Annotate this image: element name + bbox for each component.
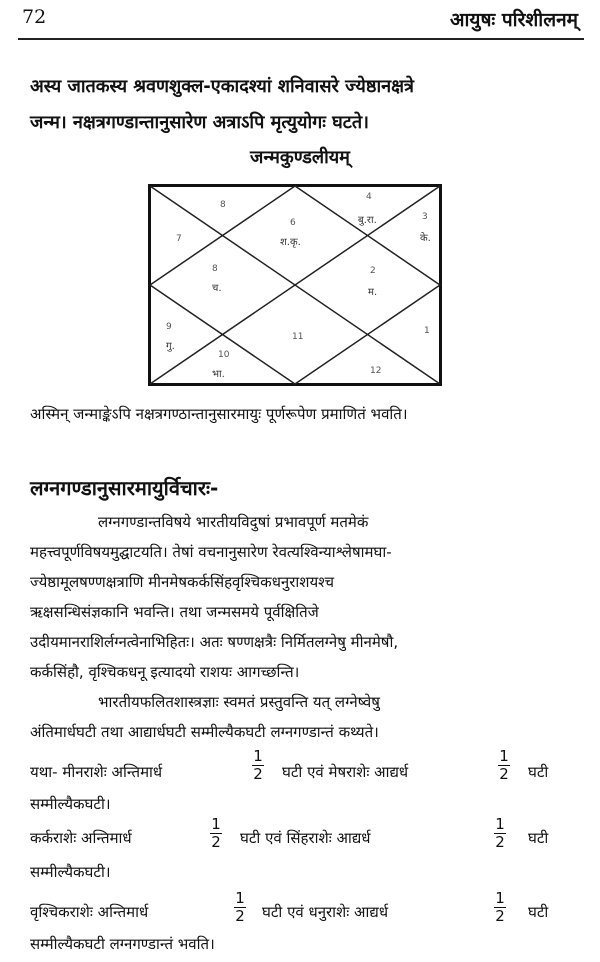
example-text: घटी एवं धनुराशेः आद्यर्ध <box>262 903 389 921</box>
para1-line: ज्येष्ठामूलषण्णक्षत्राणि मीनमेषकर्कसिंहवृश्चिकधनुराशयश्च <box>30 573 335 591</box>
frac-denominator: 2 <box>235 907 245 925</box>
house-num: 11 <box>292 332 304 342</box>
house-num: 7 <box>176 234 182 244</box>
example-text: सम्मील्यैकघटी। <box>30 863 111 881</box>
house-num: 10 <box>218 350 230 360</box>
house-num: 9 <box>166 322 172 332</box>
house-num: 1 <box>424 326 430 336</box>
house-num: 12 <box>370 366 382 376</box>
running-title: आयुषः परिशीलनम् <box>450 9 578 31</box>
example-text: घटी एवं सिंहराशेः आद्यर्ध <box>240 829 371 847</box>
frac-denominator: 2 <box>495 907 505 925</box>
chart-grid <box>148 184 442 386</box>
frac-numerator: 1 <box>235 889 245 907</box>
chart-caption: अस्मिन् जन्माङ्केऽपि नक्षत्रगण्ठान्तानुसारमायुः पूर्णरूपेण प्रमाणितं भवति। <box>30 405 408 423</box>
intro-line-1: अस्य जातकस्य श्रवणशुक्ल-एकादश्यां शनिवासरे ज्येष्ठानक्षत्रे <box>30 76 414 97</box>
house-planets: च. <box>212 283 222 294</box>
house-num: 8 <box>220 200 226 210</box>
intro-line-2: जन्म। नक्षत्रगण्डान्तानुसारेण अत्राऽपि मृत्युयोगः घटते। <box>30 112 369 133</box>
example-text: सम्मील्यैकघटी। <box>30 795 111 813</box>
frac-denominator: 2 <box>495 833 505 851</box>
example-text: घटी <box>528 829 549 847</box>
frac-denominator: 2 <box>499 765 509 783</box>
frac-numerator: 1 <box>495 815 505 833</box>
chart-title: जन्मकुण्डलीयम् <box>250 147 350 168</box>
example-text: घटी <box>528 763 549 781</box>
house-planets: के. <box>420 233 431 244</box>
para1-line: ऋक्षसन्धिसंज्ञकानि भवन्ति। तथा जन्मसमये पूर्वक्षितिजे <box>30 603 319 621</box>
para2-line: भारतीयफलितशास्त्रज्ञाः स्वमतं प्रस्तुवन्ति यत् लग्नेष्वेषु <box>98 693 380 711</box>
house-planets: श.कृ. <box>280 237 301 248</box>
para2-line: अंतिमार्धघटी तथा आद्यार्धघटी सम्मील्यैकघटी लग्नगण्डान्तं कथ्यते। <box>30 723 379 741</box>
half-fraction <box>252 748 264 783</box>
birth-chart <box>148 184 442 386</box>
house-num: 4 <box>366 192 372 202</box>
house-planets: म. <box>368 287 378 298</box>
house-num: 2 <box>370 266 376 276</box>
para1-line: कर्कसिंहौ, वृश्चिकधनू इत्यादयो राशयः आगच्छन्ति। <box>30 663 300 681</box>
example-text: वृश्चिकराशेः अन्तिमार्ध <box>30 903 149 921</box>
half-fraction <box>234 890 246 925</box>
half-fraction <box>494 816 506 851</box>
frac-denominator: 2 <box>211 833 221 851</box>
frac-numerator: 1 <box>253 747 263 765</box>
para1-line: लग्नगण्डान्तविषये भारतीयविदुषां प्रभावपूर्ण मतमेकं <box>98 513 369 531</box>
house-num: 3 <box>422 212 428 222</box>
frac-numerator: 1 <box>211 815 221 833</box>
house-planets: बु.रा. <box>358 215 377 226</box>
half-fraction <box>210 816 222 851</box>
page-number: 72 <box>22 6 47 28</box>
section-heading: लग्नगण्डानुसारमायुर्विचारः- <box>30 476 219 500</box>
frac-denominator: 2 <box>253 765 263 783</box>
example-text: कर्कराशेः अन्तिमार्ध <box>30 829 132 847</box>
example-text: यथा- मीनराशेः अन्तिमार्ध <box>30 763 163 781</box>
frac-numerator: 1 <box>499 747 509 765</box>
half-fraction <box>494 890 506 925</box>
header-rule <box>18 38 584 40</box>
house-planets: गु. <box>166 341 175 352</box>
example-text: सम्मील्यैकघटी लग्नगण्डान्तं भवति। <box>30 935 215 953</box>
house-planets: भा. <box>212 369 225 380</box>
half-fraction <box>498 748 510 783</box>
house-num: 6 <box>290 218 296 228</box>
house-num: 8 <box>212 264 218 274</box>
example-text: घटी एवं मेषराशेः आद्यर्ध <box>282 763 409 781</box>
para1-line: महत्त्वपूर्णविषयमुद्घाटयति। तेषां वचनानुसारेण रेवत्यश्विन्याश्लेषामघा- <box>30 543 392 561</box>
para1-line: उदीयमानराशिर्लग्नत्वेनाभिहितः। अतः षण्णक्षत्रैः निर्मितलग्नेषु मीनमेषौ, <box>30 633 399 651</box>
example-text: घटी <box>528 903 549 921</box>
frac-numerator: 1 <box>495 889 505 907</box>
